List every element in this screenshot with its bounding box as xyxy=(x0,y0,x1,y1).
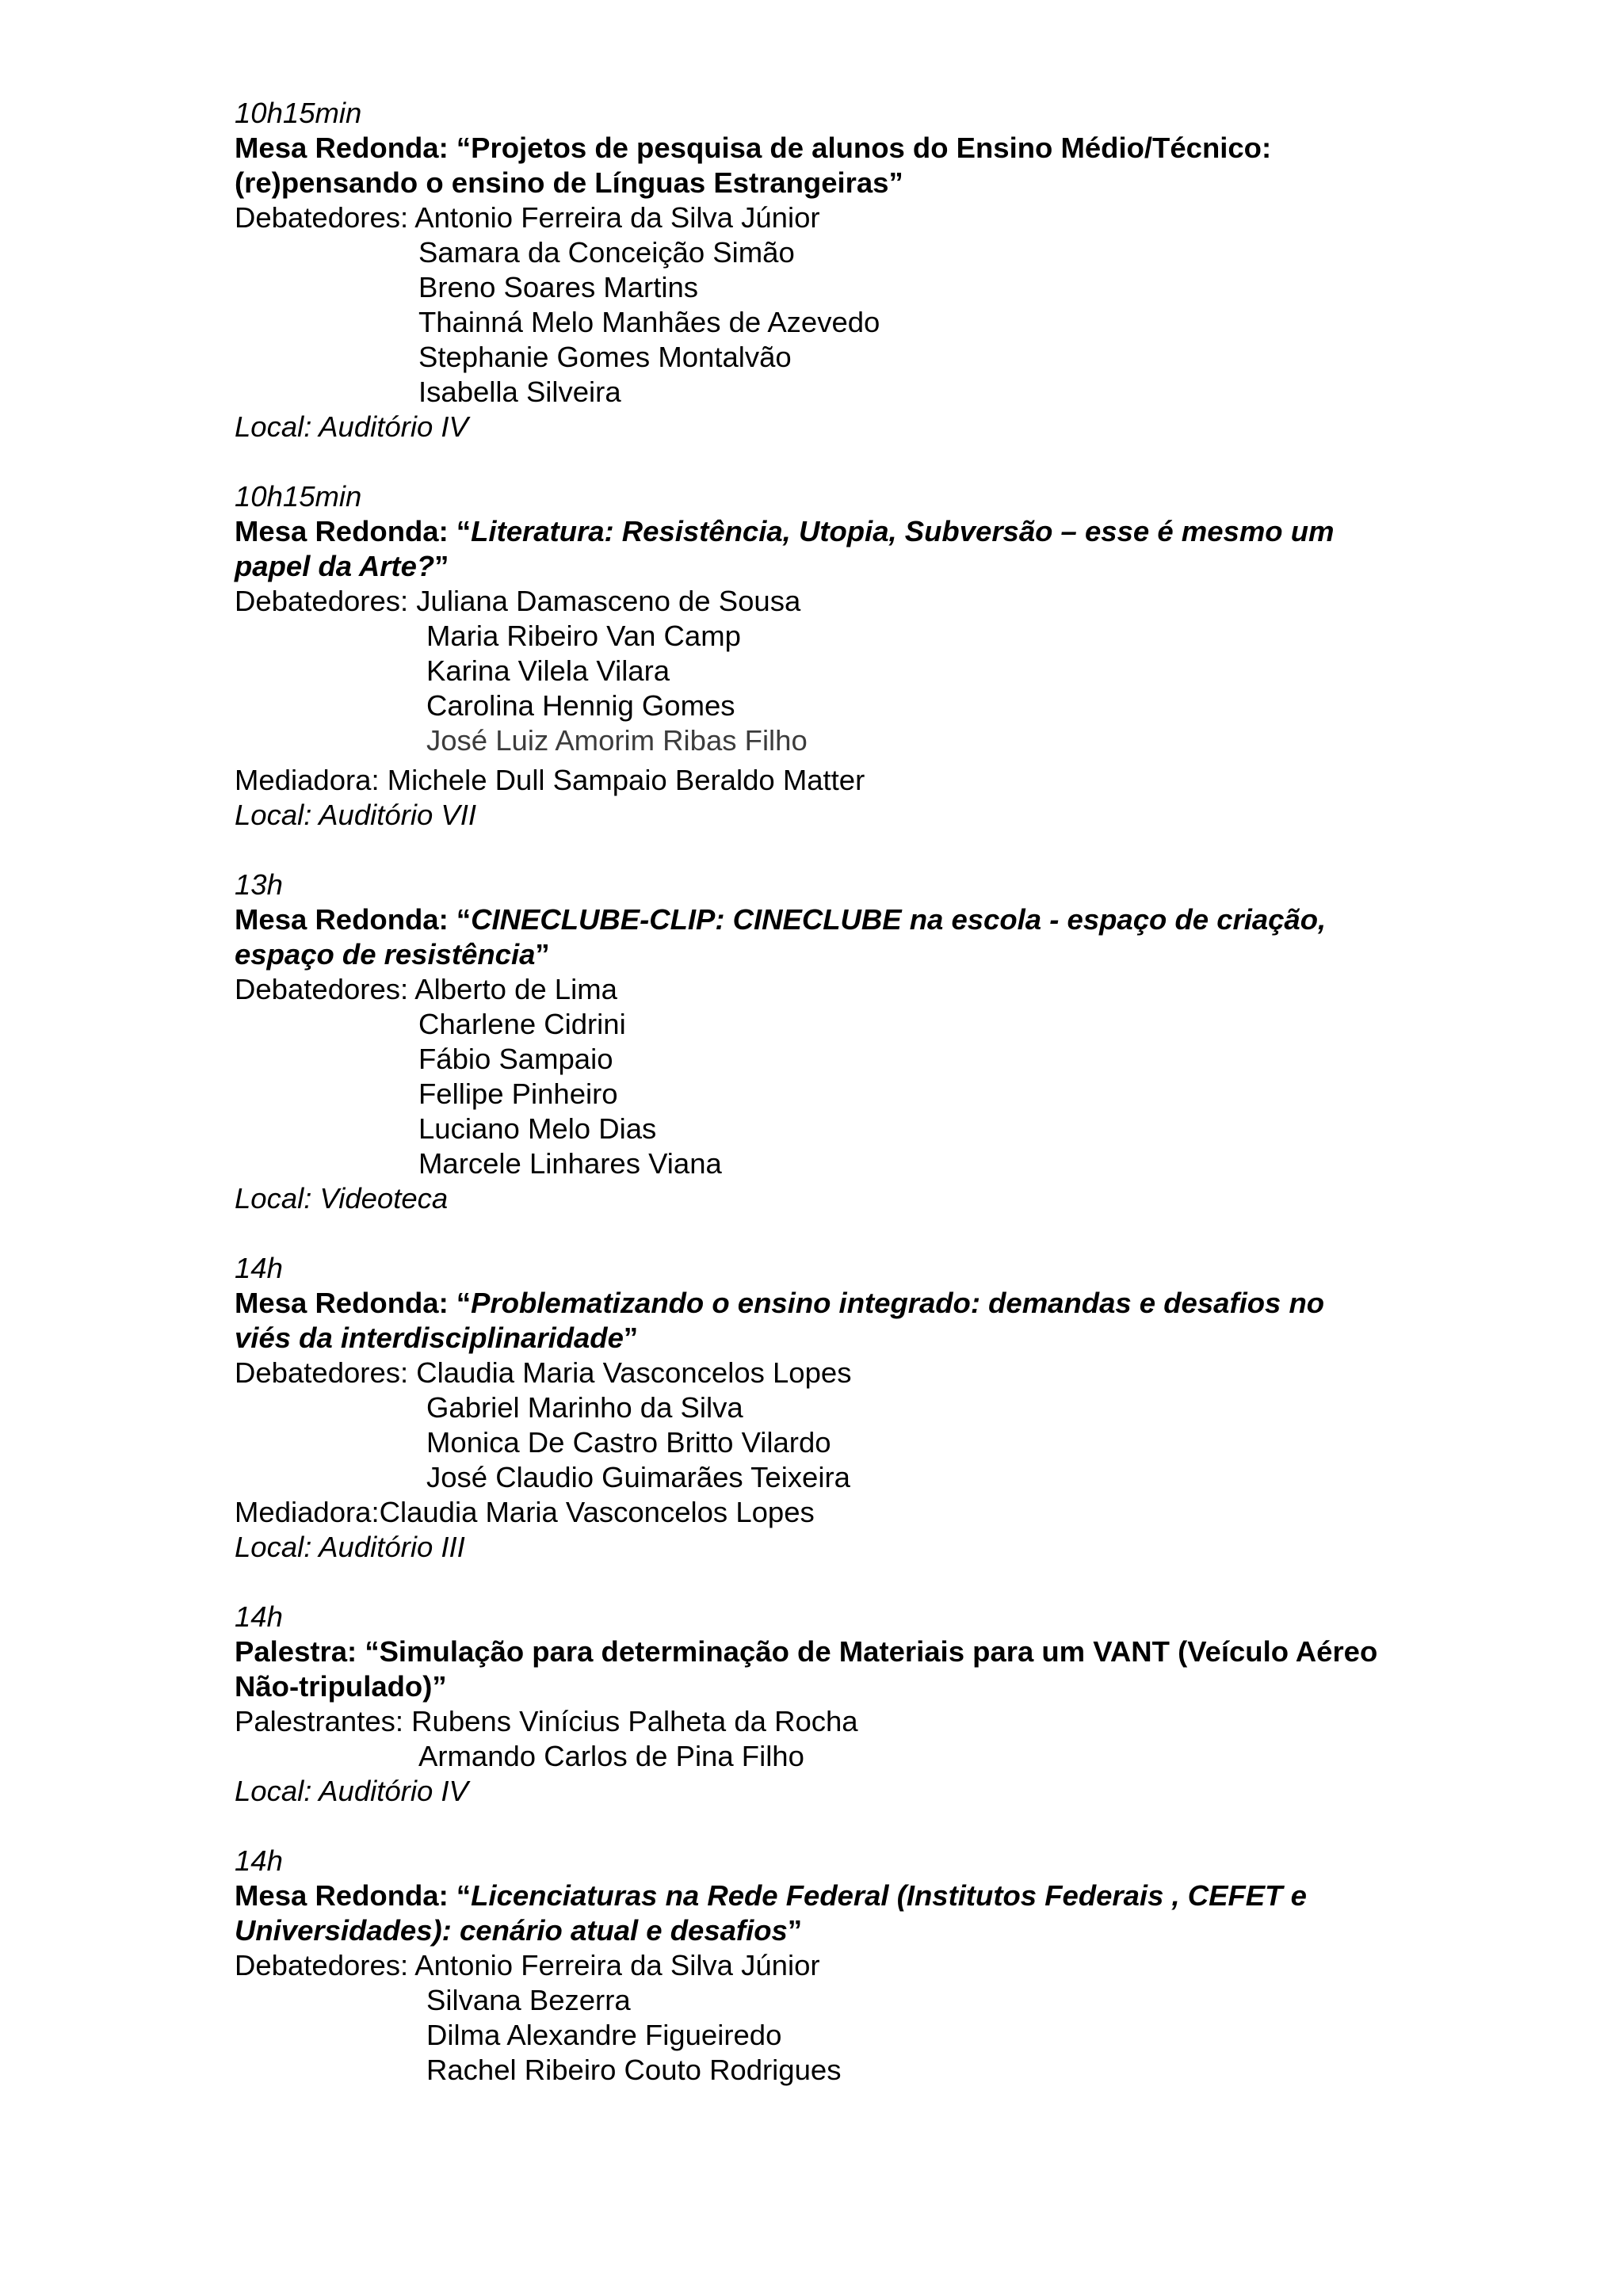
role-label: Debatedores: xyxy=(235,585,417,617)
debaters-first-line xyxy=(235,1948,1471,1983)
title-text: CINECLUBE-CLIP: CINECLUBE na escola - espaço de criação, xyxy=(471,903,1327,936)
title-text: espaço de resistência xyxy=(235,938,536,971)
participant-name: Maria Ribeiro Van Camp xyxy=(426,620,741,652)
event-time: 14h xyxy=(235,1844,283,1877)
debaters-first-line xyxy=(235,584,1471,619)
event-block xyxy=(235,1844,1471,2088)
participant-name: Armando Carlos de Pina Filho xyxy=(418,1740,804,1772)
program-page xyxy=(235,96,1471,2088)
title-text: papel da Arte? xyxy=(235,550,435,582)
participant-name: Alberto de Lima xyxy=(414,973,617,1005)
event-title-continued xyxy=(235,549,1471,584)
participant-name: Fellipe Pinheiro xyxy=(418,1077,618,1110)
event-title-continued: (re)pensando o ensino de Línguas Estrangeiras” xyxy=(235,166,903,199)
event-title-continued xyxy=(235,937,1471,972)
participant-name: Luciano Melo Dias xyxy=(418,1112,657,1145)
role-label: Debatedores: xyxy=(235,973,415,1005)
title-text: viés da interdisciplinaridade xyxy=(235,1322,624,1354)
event-location: Local: Auditório IV xyxy=(235,1775,468,1807)
event-block xyxy=(235,1600,1471,1809)
title-prefix: Mesa Redonda: “ xyxy=(235,515,472,547)
participant-name: Fábio Sampaio xyxy=(418,1043,613,1075)
event-title-continued xyxy=(235,1913,1471,1948)
role-label: Debatedores: xyxy=(235,201,415,234)
debaters-first-line xyxy=(235,972,1471,1007)
event-title-continued xyxy=(235,1321,1471,1356)
event-block xyxy=(235,868,1471,1216)
participant-name: Antonio Ferreira da Silva Júnior xyxy=(414,1949,820,1981)
event-time: 10h15min xyxy=(235,97,362,129)
participant-name: Breno Soares Martins xyxy=(418,271,698,303)
event-mediator: Mediadora: Michele Dull Sampaio Beraldo Matter xyxy=(235,764,865,796)
title-prefix: Mesa Redonda: “ xyxy=(235,1287,472,1319)
participant-name: Isabella Silveira xyxy=(418,376,621,408)
event-time: 13h xyxy=(235,868,283,901)
participant-name: Antonio Ferreira da Silva Júnior xyxy=(414,201,820,234)
participant-name: Monica De Castro Britto Vilardo xyxy=(426,1426,831,1459)
role-label: Debatedores: xyxy=(235,1949,415,1981)
title-close-quote: ” xyxy=(623,1322,639,1354)
participant-name: Claudia Maria Vasconcelos Lopes xyxy=(416,1356,852,1389)
event-time: 14h xyxy=(235,1600,283,1633)
debaters-first-line xyxy=(235,200,1471,235)
event-title xyxy=(235,514,1471,549)
event-mediator: Mediadora:Claudia Maria Vasconcelos Lopes xyxy=(235,1496,815,1528)
event-title xyxy=(235,1878,1471,1913)
event-title xyxy=(235,1286,1471,1321)
event-block xyxy=(235,479,1471,833)
participant-name: Charlene Cidrini xyxy=(418,1008,626,1040)
participant-name: Stephanie Gomes Montalvão xyxy=(418,341,792,373)
title-text: Projetos de pesquisa de alunos do Ensino Médio/Técnico: xyxy=(471,132,1272,164)
participant-name: Rubens Vinícius Palheta da Rocha xyxy=(411,1705,858,1737)
participant-name: Rachel Ribeiro Couto Rodrigues xyxy=(426,2054,842,2086)
role-label: Debatedores: xyxy=(235,1356,417,1389)
title-prefix: Mesa Redonda: “ xyxy=(235,903,472,936)
title-prefix: Mesa Redonda: “ xyxy=(235,132,472,164)
participant-name: José Luiz Amorim Ribas Filho xyxy=(426,724,808,757)
title-text: Literatura: Resistência, Utopia, Subversão – esse é mesmo um xyxy=(471,515,1335,547)
title-close-quote: ” xyxy=(787,1914,803,1947)
participant-name: Juliana Damasceno de Sousa xyxy=(416,585,801,617)
event-time: 14h xyxy=(235,1252,283,1284)
participant-name: José Claudio Guimarães Teixeira xyxy=(426,1461,850,1493)
title-prefix: Mesa Redonda: “ xyxy=(235,1879,472,1912)
event-location: Local: Auditório III xyxy=(235,1531,465,1563)
participant-name: Marcele Linhares Viana xyxy=(418,1147,722,1180)
title-text: Problematizando o ensino integrado: demandas e desafios no xyxy=(471,1287,1325,1319)
role-label: Palestrantes: xyxy=(235,1705,412,1737)
event-location: Local: Videoteca xyxy=(235,1182,449,1215)
participant-name: Samara da Conceição Simão xyxy=(418,236,795,269)
participant-name: Karina Vilela Vilara xyxy=(426,654,670,687)
event-block xyxy=(235,96,1471,444)
event-location: Local: Auditório VII xyxy=(235,799,477,831)
speakers-first-line xyxy=(235,1704,1471,1739)
event-location: Local: Auditório IV xyxy=(235,410,468,443)
event-title-continued: Não-tripulado)” xyxy=(235,1670,447,1703)
participant-name: Carolina Hennig Gomes xyxy=(426,689,735,722)
participant-name: Dilma Alexandre Figueiredo xyxy=(426,2019,782,2051)
event-block xyxy=(235,1251,1471,1565)
participant-name: Silvana Bezerra xyxy=(426,1984,631,2016)
title-text: Universidades): cenário atual e desafios xyxy=(235,1914,788,1947)
event-title: Palestra: “Simulação para determinação de Materiais para um VANT (Veículo Aéreo xyxy=(235,1635,1378,1668)
event-title xyxy=(235,131,1471,166)
event-title xyxy=(235,902,1471,937)
participant-name: Gabriel Marinho da Silva xyxy=(426,1391,743,1424)
event-time: 10h15min xyxy=(235,480,362,513)
title-close-quote: ” xyxy=(434,550,449,582)
title-close-quote: ” xyxy=(535,938,550,971)
participant-name: Thainná Melo Manhães de Azevedo xyxy=(418,306,880,338)
debaters-first-line xyxy=(235,1356,1471,1390)
title-text: Licenciaturas na Rede Federal (Institutos Federais , CEFET e xyxy=(471,1879,1307,1912)
